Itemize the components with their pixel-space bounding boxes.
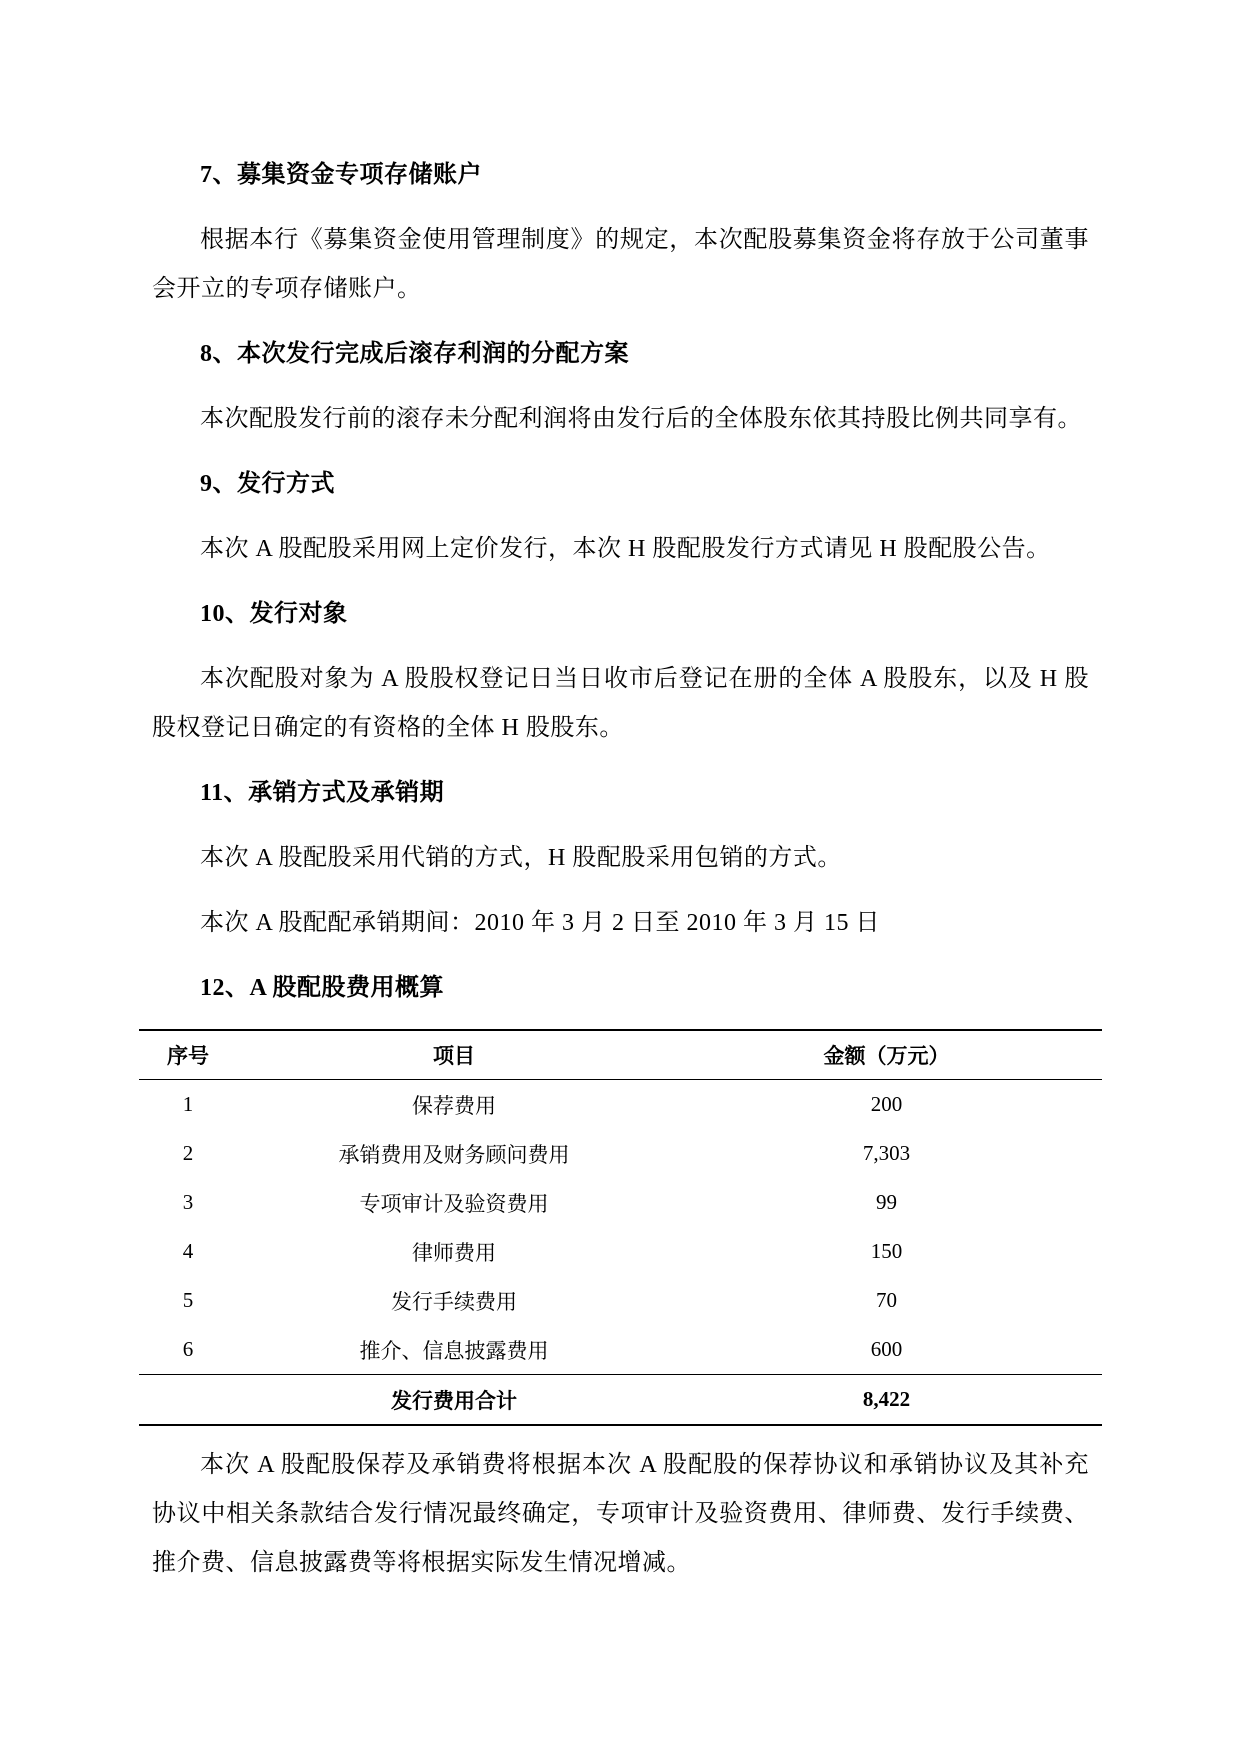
table-cell-item: 保荐费用	[412, 1093, 496, 1118]
section-11	[152, 769, 1089, 818]
paragraph-line: 本次 A 股配股采用代销的方式，H 股配股采用包销的方式。	[200, 845, 842, 871]
table-cell-no: 2	[182, 1141, 194, 1165]
document-body	[152, 151, 1089, 1588]
table-cell-item: 推介、信息披露费用	[359, 1338, 549, 1363]
paragraph	[152, 899, 1089, 948]
paragraph-line: 股权登记日确定的有资格的全体 H 股股东。	[152, 715, 624, 741]
section-8	[152, 330, 1089, 379]
section-10	[152, 590, 1089, 639]
table-total-amount: 8,422	[862, 1387, 911, 1411]
table-header-amount: 金额（万元）	[823, 1044, 950, 1068]
section-7	[152, 151, 1089, 200]
table-cell-no: 6	[182, 1337, 194, 1361]
table-cell-item: 专项审计及验资费用	[359, 1191, 549, 1216]
table-total-label: 发行费用合计	[391, 1388, 517, 1413]
table-cell-no: 1	[182, 1092, 194, 1116]
table-cell-amount: 99	[876, 1190, 897, 1214]
table-row	[139, 1129, 1102, 1178]
paragraph-line: 推介费、信息披露费等将根据实际发生情况增减。	[152, 1550, 691, 1576]
closing-paragraph	[152, 1441, 1089, 1588]
table-cell-no: 3	[182, 1190, 194, 1214]
table-row	[139, 1227, 1102, 1276]
table-cell-item: 律师费用	[412, 1240, 496, 1265]
paragraph-line: 协议中相关条款结合发行情况最终确定，专项审计及验资费用、律师费、发行手续费、	[152, 1501, 1089, 1527]
table-cell-item: 承销费用及财务顾问费用	[338, 1142, 570, 1167]
table-cell-no: 4	[182, 1239, 194, 1263]
table-header-row	[139, 1031, 1102, 1080]
paragraph	[152, 655, 1089, 753]
section-12	[152, 964, 1089, 1013]
table-row	[139, 1178, 1102, 1227]
paragraph-line: 本次配股发行前的滚存未分配利润将由发行后的全体股东依其持股比例共同享有。	[200, 406, 1082, 432]
section-heading: 12、A 股配股费用概算	[200, 975, 445, 1001]
table-header-item: 项目	[433, 1044, 475, 1068]
table-cell-item: 发行手续费用	[391, 1289, 517, 1314]
paragraph-line: 本次配股对象为 A 股股权登记日当日收市后登记在册的全体 A 股股东，以及 H 股	[200, 666, 1089, 692]
table-cell-amount: 7,303	[862, 1141, 911, 1165]
table-cell-amount: 200	[870, 1092, 903, 1116]
table-row	[139, 1276, 1102, 1325]
table-cell-amount: 150	[870, 1239, 903, 1263]
table-cell-amount: 70	[876, 1288, 897, 1312]
fee-table	[139, 1029, 1102, 1426]
table-total-row	[139, 1374, 1102, 1424]
section-heading: 7、募集资金专项存储账户	[200, 162, 482, 188]
paragraph	[152, 395, 1089, 444]
table-cell-amount: 600	[870, 1337, 903, 1361]
table-cell-no: 5	[182, 1288, 194, 1312]
paragraph-line: 会开立的专项存储账户。	[152, 276, 422, 302]
table-header-no: 序号	[167, 1044, 209, 1068]
paragraph	[152, 216, 1089, 314]
paragraph-line: 本次 A 股配股采用网上定价发行，本次 H 股配股发行方式请见 H 股配股公告。	[200, 536, 1051, 562]
paragraph	[152, 525, 1089, 574]
section-9	[152, 460, 1089, 509]
paragraph-line: 本次 A 股配股保荐及承销费将根据本次 A 股配股的保荐协议和承销协议及其补充	[200, 1452, 1089, 1478]
paragraph-line: 根据本行《募集资金使用管理制度》的规定，本次配股募集资金将存放于公司董事	[200, 227, 1089, 253]
section-heading: 8、本次发行完成后滚存利润的分配方案	[200, 341, 629, 367]
section-heading: 9、发行方式	[200, 471, 335, 497]
section-heading: 11、承销方式及承销期	[200, 780, 445, 806]
table-row	[139, 1325, 1102, 1374]
section-heading: 10、发行对象	[200, 601, 348, 627]
paragraph	[152, 834, 1089, 883]
table-row	[139, 1080, 1102, 1129]
paragraph-line: 本次 A 股配配承销期间：2010 年 3 月 2 日至 2010 年 3 月 15 日	[200, 910, 881, 936]
